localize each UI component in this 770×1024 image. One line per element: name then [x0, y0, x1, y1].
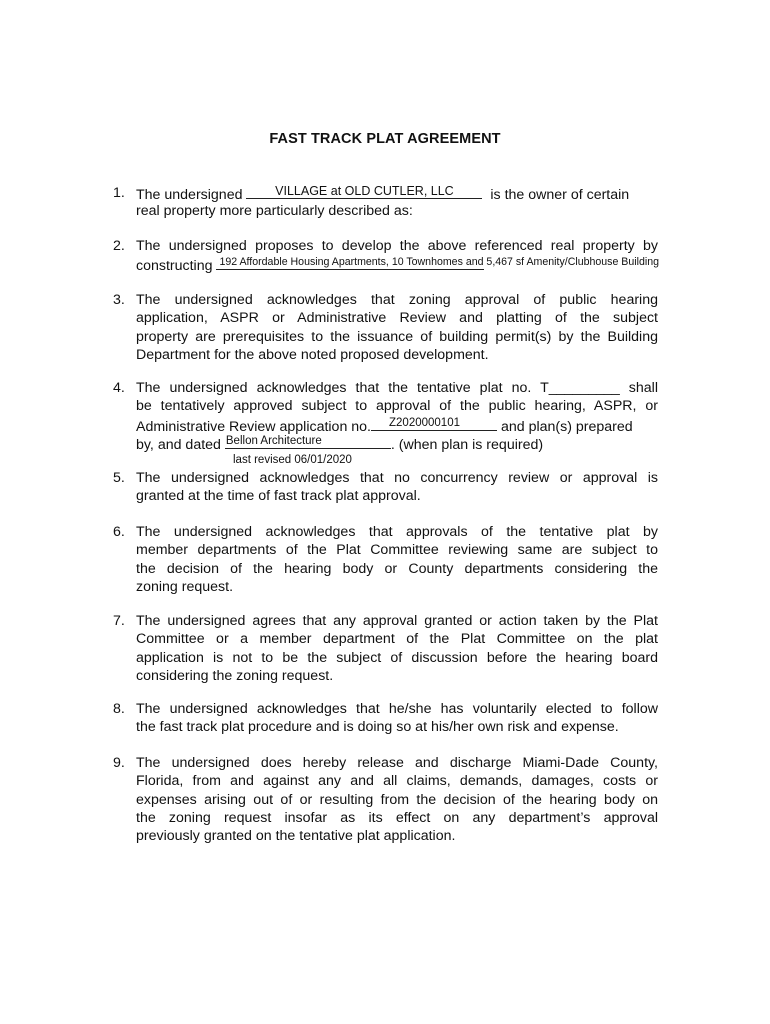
clause-7: 7. The undersigned agrees that any approval granted or action taken by the Plat Committee or a member department of the Plat Committee on the plat application is not to be the subject of discussion before the hearing board considering the zoning request.: [113, 613, 658, 684]
clause-6: 6. The undersigned acknowledges that approvals of the tentative plat by member departments of the Plat Committee reviewing same are subject to the decision of the hearing body or County departments considering the zoning request.: [113, 524, 658, 595]
revision-date: last revised 06/01/2020: [233, 454, 352, 466]
clause-4: 4. The undersigned acknowledges that the tentative plat no. T_________ shall be tentatively approved subject to approval of the public hearing, ASPR, or Administrative Review application no. Z2020000101 and plan(s) prepared by, and dated Bellon Architecture . (when plan is required): [113, 380, 658, 453]
clause-number: 7.: [113, 613, 125, 629]
clause-1: 1. The undersigned VILLAGE at OLD CUTLER, LLC is the owner of certain real property more particularly described as:: [113, 184, 658, 221]
clause-number: 5.: [113, 470, 125, 486]
clause-8: 8. The undersigned acknowledges that he/she has voluntarily elected to follow the fast track plat procedure and is doing so at his/her own risk and expense.: [113, 701, 658, 736]
clause-number: 2.: [113, 238, 125, 254]
clause-number: 9.: [113, 755, 125, 771]
construction-field[interactable]: 192 Affordable Housing Apartments, 10 Townhomes and 5,467 sf Amenity/Clubhouse Building: [216, 255, 484, 270]
application-no-field[interactable]: Z2020000101: [371, 416, 497, 431]
owner-name-field[interactable]: VILLAGE at OLD CUTLER, LLC: [246, 184, 482, 199]
clause-line: The undersigned VILLAGE at OLD CUTLER, LLC is the owner of certain: [136, 184, 630, 203]
clause-number: 8.: [113, 701, 125, 717]
clause-5: 5. The undersigned acknowledges that no concurrency review or approval is granted at the time of fast track plat approval.: [113, 470, 658, 505]
clause-number: 3.: [113, 292, 125, 308]
clause-number: 1.: [113, 185, 125, 201]
clause-2: 2. The undersigned proposes to develop the above referenced real property by constructing 192 Affordable Housing Apartments, 10 Townhomes and 5,467 sf Amenity/Clubhouse Building: [113, 238, 659, 275]
prepared-by-field[interactable]: Bellon Architecture: [225, 434, 391, 449]
clause-9: 9. The undersigned does hereby release and discharge Miami-Dade County, Florida, from and against any and all claims, demands, damages, costs or expenses arising out of or resulting from the decision of the hearing body on the zoning request insofar as its effect on any department’s approval previously granted on the tentative plat application.: [113, 755, 658, 845]
clause-number: 4.: [113, 380, 125, 396]
page-title: FAST TRACK PLAT AGREEMENT: [269, 131, 501, 147]
clause-number: 6.: [113, 524, 125, 540]
clause-3: 3. The undersigned acknowledges that zoning approval of public hearing application, ASPR or Administrative Review and platting of the subject property are prerequisites to the issuance of building permit(s) by the Building Department for the above noted proposed development.: [113, 292, 658, 363]
